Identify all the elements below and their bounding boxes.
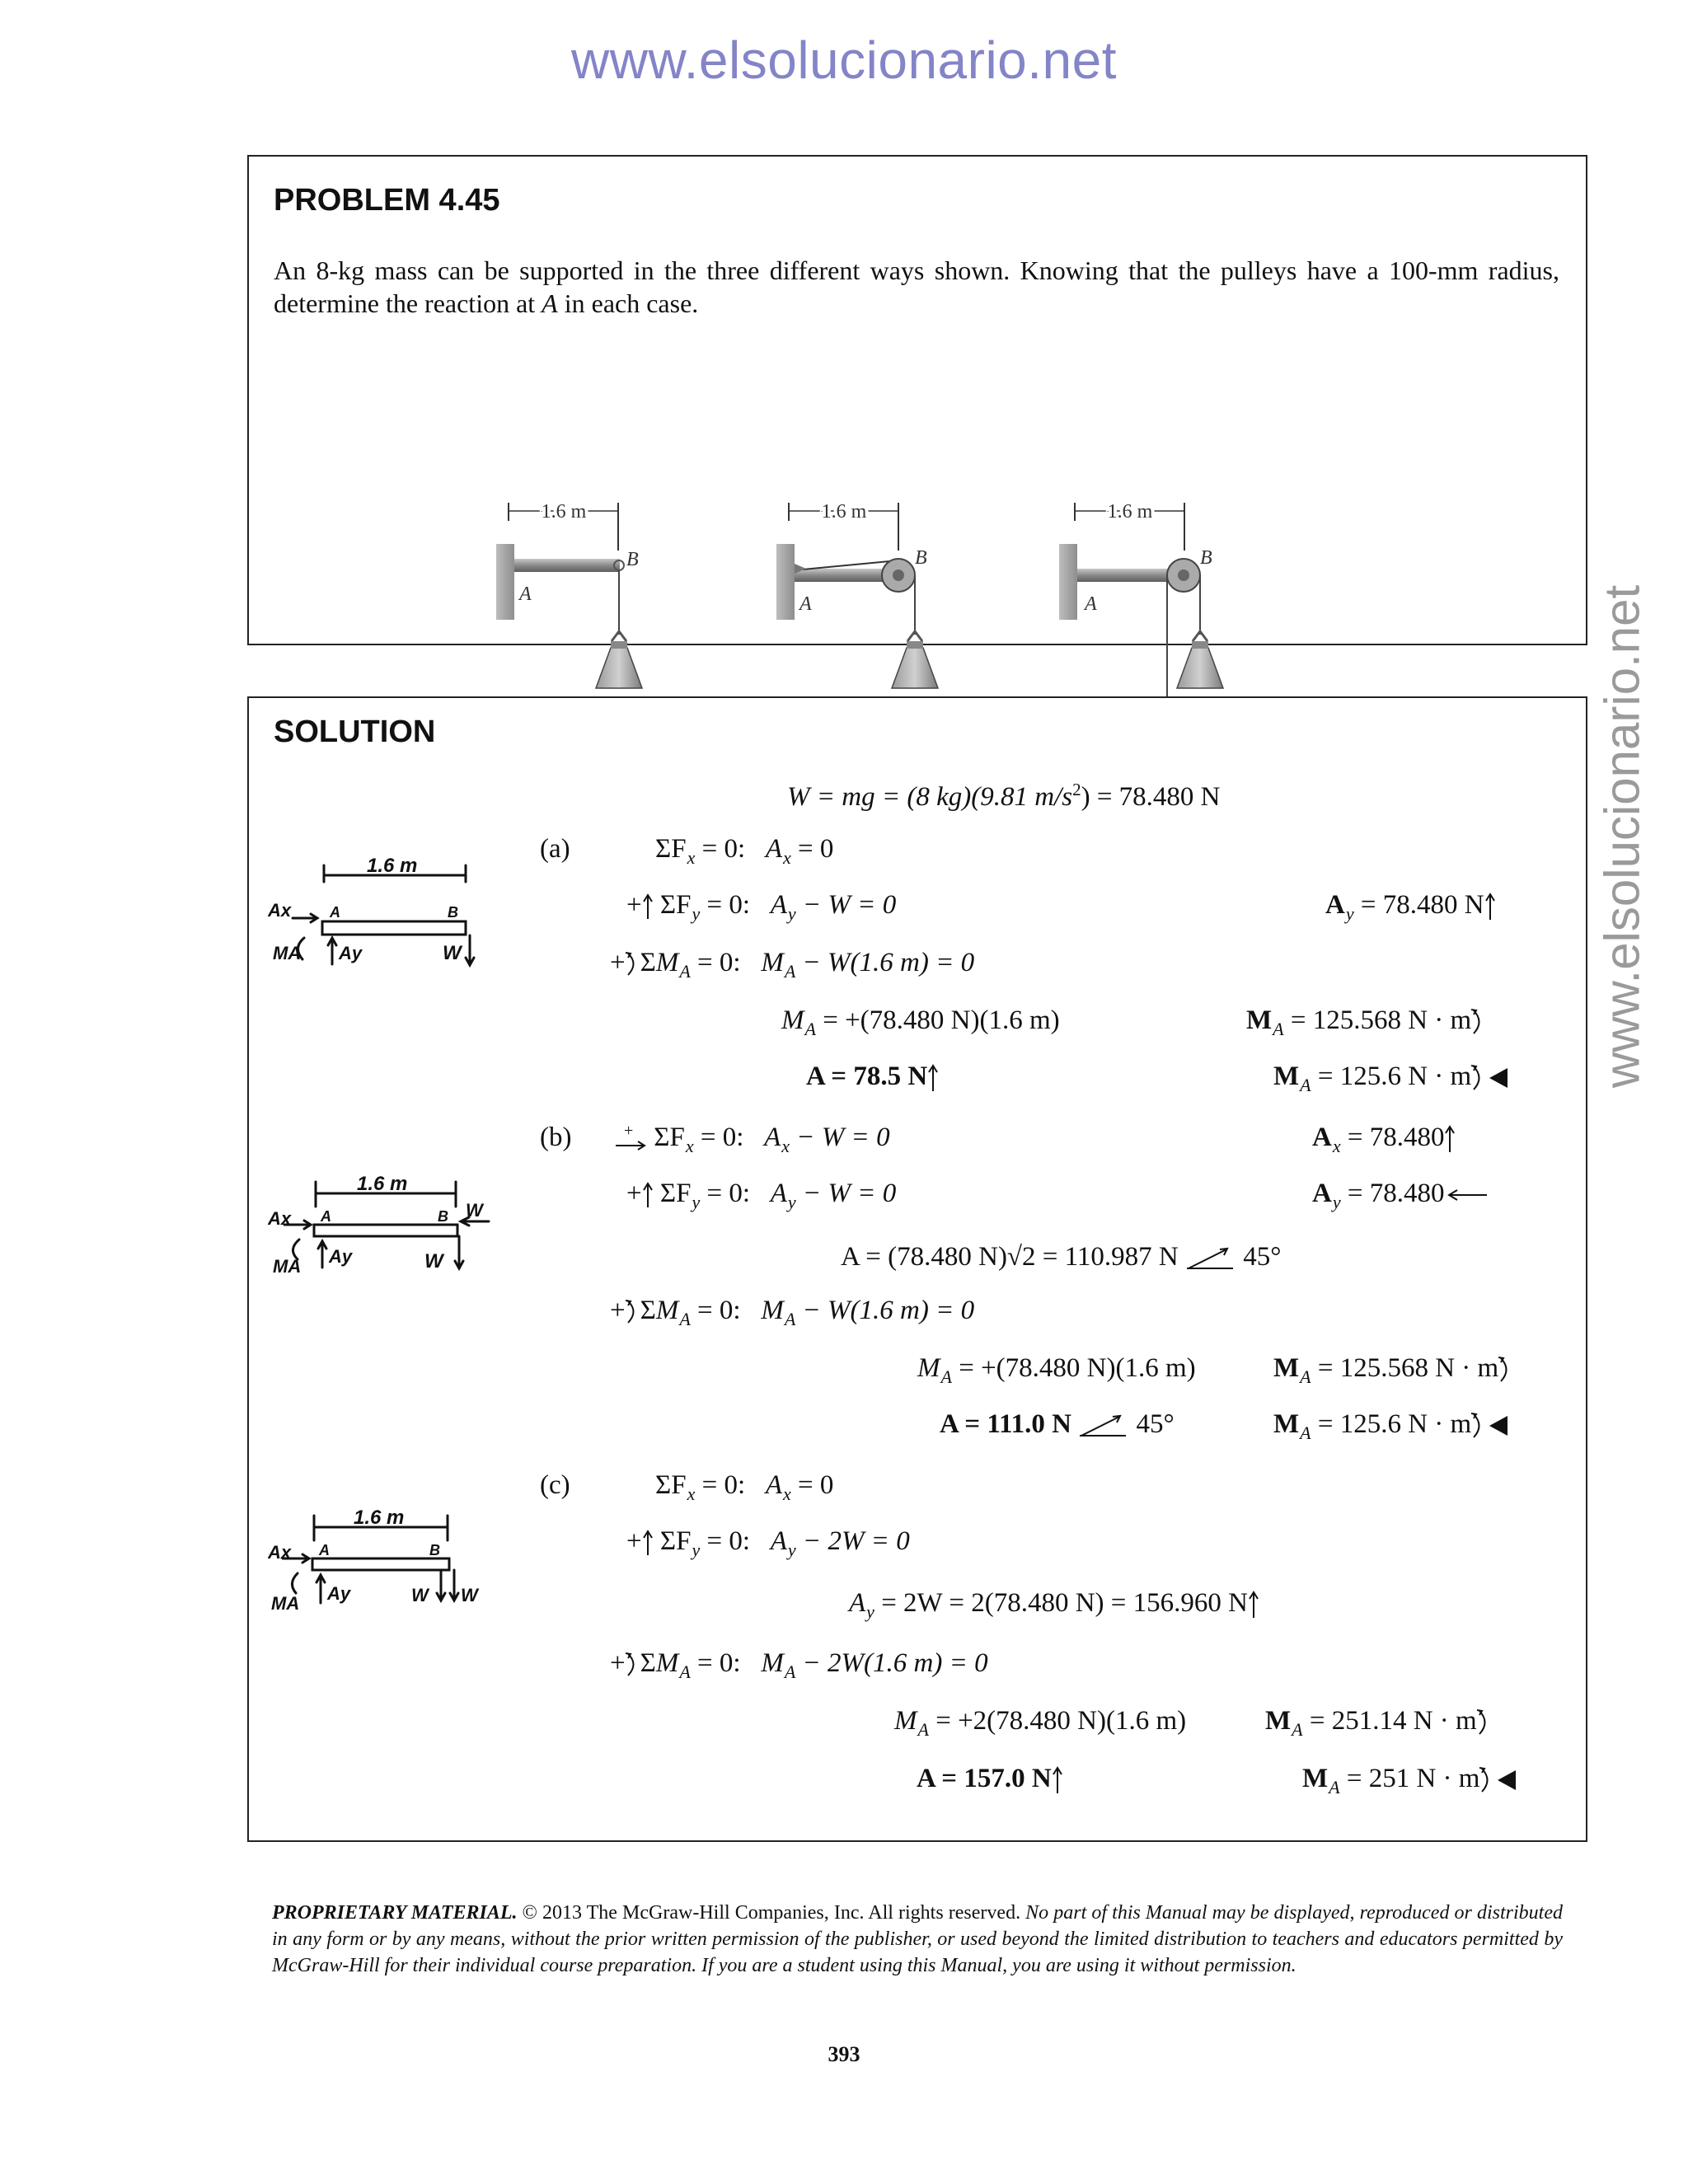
statement-text-end: in each case. bbox=[557, 288, 699, 318]
case-a-final-ma: $M_A = 125.6$ N · m bbox=[1273, 1060, 1511, 1102]
case-c-label: (c) bbox=[540, 1470, 570, 1500]
weight-lhs: W = mg = (8 kg)(9.81 m/s bbox=[787, 782, 1073, 812]
beam-b bbox=[795, 569, 895, 582]
sketch-c-ay: Ay bbox=[327, 1583, 351, 1604]
case-a-fy-rest: − W = 0 bbox=[795, 890, 897, 920]
case-b-label: (b) bbox=[540, 1122, 572, 1152]
case-c-final-a-text: A = 157.0 N bbox=[917, 1764, 1052, 1793]
case-a-final-a bbox=[806, 1060, 939, 1093]
case-c-ma-calc: $M_A = +2(78.480$ N)(1.6 m) bbox=[894, 1706, 1187, 1740]
arrow-up-icon bbox=[642, 893, 654, 921]
case-a-label: (a) bbox=[540, 834, 570, 864]
case-a-fx: $\Sigma F_x = 0$: $A_x = 0$ bbox=[655, 834, 834, 868]
dim-label-b: 1.6 m bbox=[821, 501, 867, 523]
case-a-ma-value-text: = 125.568 N · m bbox=[1290, 1005, 1472, 1035]
case-b-angle: 45° bbox=[1243, 1242, 1282, 1272]
beam-c bbox=[1077, 569, 1181, 582]
case-b-ay-value: = 78.480 bbox=[1347, 1179, 1445, 1208]
case-b-ay-result: $A_y = 78.480$ bbox=[1312, 1177, 1490, 1219]
answer-marker-icon bbox=[1486, 1413, 1511, 1438]
solution-title: SOLUTION bbox=[274, 715, 436, 749]
sketch-a-w: W bbox=[443, 942, 462, 964]
sketch-b-w: W bbox=[424, 1250, 443, 1272]
case-c-ay-line-text: = 2W = 2(78.480 N) = 156.960 N bbox=[881, 1588, 1248, 1618]
fbd-sketch-a bbox=[268, 857, 482, 972]
sketch-c-w2: W bbox=[461, 1585, 478, 1605]
case-b-fy-rest: − W = 0 bbox=[795, 1179, 897, 1208]
case-c-fx: $\Sigma F_x = 0$: $A_x = 0$ bbox=[655, 1470, 834, 1504]
sketch-b-pt-b: B bbox=[438, 1208, 448, 1225]
sketch-c-w1: W bbox=[411, 1585, 429, 1605]
case-c-ma-value-text: = 251.14 N · m bbox=[1309, 1706, 1477, 1736]
arrow-up-icon bbox=[1484, 892, 1496, 921]
case-b-resultant-text: A = (78.480 N)√2 = 110.987 N bbox=[841, 1242, 1179, 1272]
ccw-moment-icon bbox=[1479, 1765, 1494, 1795]
mass-b bbox=[892, 648, 938, 688]
case-b-final-ma: $M_A = 125.6$ N · m bbox=[1273, 1408, 1511, 1450]
arrow-up-icon bbox=[642, 1529, 654, 1557]
case-a-ay-result: $A_y = 78.480$ N bbox=[1325, 888, 1496, 930]
point-a-label-b: A bbox=[799, 593, 812, 615]
case-b-resultant bbox=[841, 1240, 1281, 1273]
point-a-label-c: A bbox=[1085, 593, 1097, 615]
point-b-label-c: B bbox=[1200, 547, 1212, 569]
case-a-moment-rest: − W(1.6 m) = 0 bbox=[795, 948, 975, 977]
weight-rhs: ) = 78.480 N bbox=[1081, 782, 1221, 812]
sketch-b-ma: MA bbox=[273, 1256, 302, 1277]
point-b-label: B bbox=[626, 549, 639, 570]
statement-var: A bbox=[542, 288, 558, 318]
ccw-moment-icon bbox=[1477, 1708, 1492, 1737]
case-b-final-angle: 45° bbox=[1136, 1409, 1175, 1439]
case-b-final-a-text: A = 111.0 N bbox=[940, 1409, 1072, 1439]
mass-a bbox=[596, 648, 642, 688]
weight-equation bbox=[787, 773, 1221, 813]
wall-b bbox=[776, 544, 795, 620]
sketch-c-pt-a: A bbox=[319, 1542, 330, 1558]
case-c-moment-rest: − 2W(1.6 m) = 0 bbox=[795, 1648, 988, 1678]
case-a-final-a-text: A = 78.5 N bbox=[806, 1062, 928, 1091]
notice-bold: PROPRIETARY MATERIAL. bbox=[272, 1902, 518, 1924]
case-c-ma-value: $M_A = 251.14$ N · m bbox=[1265, 1704, 1492, 1746]
case-c-final-a bbox=[917, 1762, 1063, 1795]
problem-title: PROBLEM 4.45 bbox=[274, 183, 500, 218]
ccw-moment-icon bbox=[626, 1651, 640, 1679]
case-b-moment: + $\Sigma M_A = 0$: $M_A - W(1.6$ m) = 0 bbox=[610, 1296, 975, 1329]
wall-c bbox=[1059, 544, 1077, 620]
watermark-top[interactable]: www.elsolucionario.net bbox=[571, 30, 1117, 90]
notice-plain: © 2013 The McGraw-Hill Companies, Inc. All rights reserved. bbox=[517, 1902, 1026, 1924]
mass-c bbox=[1177, 648, 1223, 688]
fbd-sketch-b bbox=[268, 1170, 499, 1294]
problem-statement bbox=[274, 254, 1559, 320]
case-c-ma-calc-value: = +2(78.480 N)(1.6 m) bbox=[935, 1706, 1187, 1736]
ccw-moment-icon bbox=[1498, 1355, 1513, 1385]
weight-exp: 2 bbox=[1072, 780, 1081, 799]
sketch-b-w-right: W bbox=[466, 1200, 483, 1221]
case-a-fy: + $\Sigma F_y = 0$: $A_y - W = 0$ bbox=[626, 890, 897, 924]
case-b-final-ma-text: = 125.6 N · m bbox=[1317, 1409, 1472, 1439]
case-a-ma-calc-value: = +(78.480 N)(1.6 m) bbox=[823, 1005, 1060, 1035]
watermark-side: www.elsolucionario.net bbox=[1594, 584, 1650, 1089]
sketch-a-pt-a: A bbox=[330, 904, 340, 921]
sketch-a-ay: Ay bbox=[339, 943, 363, 963]
problem-box bbox=[247, 155, 1587, 645]
dim-label-c: 1.6 m bbox=[1107, 501, 1153, 523]
case-a-moment: + $\Sigma M_A = 0$: $M_A - W(1.6$ m) = 0 bbox=[610, 948, 975, 982]
point-a-label: A bbox=[519, 583, 532, 605]
fbd-sketch-c bbox=[268, 1504, 499, 1628]
case-a-final-ma-text: = 125.6 N · m bbox=[1317, 1062, 1472, 1091]
case-b-ax-value: = 78.480 bbox=[1347, 1122, 1445, 1152]
angle-45-icon bbox=[1185, 1246, 1236, 1271]
arrow-right-icon bbox=[614, 1124, 647, 1154]
case-b-moment-rest: − W(1.6 m) = 0 bbox=[795, 1296, 975, 1325]
case-a-ay-value: = 78.480 N bbox=[1360, 890, 1484, 920]
case-c-fy: + $\Sigma F_y = 0$: $A_y - 2W = 0$ bbox=[626, 1526, 910, 1560]
case-b-fx-rest: − W = 0 bbox=[790, 1122, 890, 1152]
arrow-up-icon bbox=[1052, 1765, 1063, 1795]
statement-text: An 8-kg mass can be supported in the three different ways shown. Knowing that the pulleys have a 100-mm radius, determine the reaction at bbox=[274, 255, 1559, 318]
angle-45-icon bbox=[1078, 1413, 1129, 1438]
beam-a bbox=[514, 559, 620, 572]
proprietary-notice bbox=[272, 1900, 1563, 1979]
arrow-up-icon bbox=[642, 1181, 654, 1209]
case-b-ma-calc-value: = +(78.480 N)(1.6 m) bbox=[959, 1353, 1196, 1383]
ccw-moment-icon bbox=[626, 950, 640, 978]
case-a-ma-calc: $M_A = +(78.480$ N)(1.6 m) bbox=[781, 1005, 1060, 1039]
svg-text:+: + bbox=[624, 1124, 634, 1141]
sketch-c-pt-b: B bbox=[429, 1542, 440, 1558]
arrow-left-icon bbox=[1444, 1187, 1490, 1203]
sketch-a-ma: MA bbox=[273, 943, 302, 963]
arrow-up-icon bbox=[927, 1063, 939, 1093]
answer-marker-icon bbox=[1486, 1066, 1511, 1090]
case-b-ax-result: $A_x = 78.480$ bbox=[1312, 1121, 1456, 1163]
case-b-ma-value: $M_A = 125.568$ N · m bbox=[1273, 1352, 1513, 1394]
sketch-b-dim: 1.6 m bbox=[357, 1173, 408, 1195]
ccw-moment-icon bbox=[1471, 1007, 1486, 1037]
sketch-c-ax: Ax bbox=[268, 1542, 292, 1563]
case-a-ma-value: $M_A = 125.568$ N · m bbox=[1246, 1004, 1486, 1046]
dim-label-a: 1.6 m bbox=[541, 501, 587, 523]
case-c-final-ma-text: = 251 N · m bbox=[1346, 1764, 1480, 1793]
arrow-up-icon bbox=[1248, 1590, 1259, 1619]
point-b-label-b: B bbox=[915, 547, 927, 569]
case-c-ay-line: $A_y = 2W = 2(78.480$ N) = 156.960 N bbox=[849, 1586, 1259, 1629]
sketch-b-ax: Ax bbox=[268, 1208, 292, 1229]
answer-marker-icon bbox=[1494, 1768, 1519, 1793]
ccw-moment-icon bbox=[626, 1298, 640, 1326]
arrow-up-icon bbox=[1444, 1124, 1456, 1154]
notice-italic: No part of this Manual may be displayed, reproduced or distributed in any form or by any means, without the prior written permission of the publisher, or used beyond the limited distribution to teachers and educators permitted by McGraw-Hill for their individual course preparation. If you are a student using this Manual, you are using it without permission. bbox=[272, 1902, 1563, 1976]
case-c-final-ma: $M_A = 251$ N · m bbox=[1302, 1762, 1519, 1804]
ccw-moment-icon bbox=[1471, 1063, 1486, 1093]
case-b-ma-calc: $M_A = +(78.480$ N)(1.6 m) bbox=[917, 1353, 1196, 1387]
ccw-moment-icon bbox=[1471, 1411, 1486, 1441]
case-b-fy: + $\Sigma F_y = 0$: $A_y - W = 0$ bbox=[626, 1179, 897, 1212]
sketch-b-ay: Ay bbox=[329, 1246, 353, 1267]
sketch-a-dim: 1.6 m bbox=[367, 857, 418, 877]
case-c-fy-rest: − 2W = 0 bbox=[795, 1526, 910, 1556]
sketch-a-ax: Ax bbox=[268, 900, 292, 921]
page-number: 393 bbox=[828, 2042, 860, 2066]
case-b-final-a bbox=[940, 1408, 1175, 1441]
case-b-ma-value-text: = 125.568 N · m bbox=[1317, 1353, 1499, 1383]
wall-a bbox=[496, 544, 514, 620]
case-c-moment: + $\Sigma M_A = 0$: $M_A - 2W(1.6$ m) = 0 bbox=[610, 1648, 988, 1682]
sketch-c-ma: MA bbox=[271, 1593, 300, 1614]
sketch-a-pt-b: B bbox=[448, 904, 458, 921]
sketch-c-dim: 1.6 m bbox=[354, 1507, 405, 1529]
sketch-b-pt-a: A bbox=[321, 1208, 331, 1225]
case-b-fx: + $\Sigma F_x = 0$: $A_x - W = 0$ bbox=[614, 1121, 890, 1163]
